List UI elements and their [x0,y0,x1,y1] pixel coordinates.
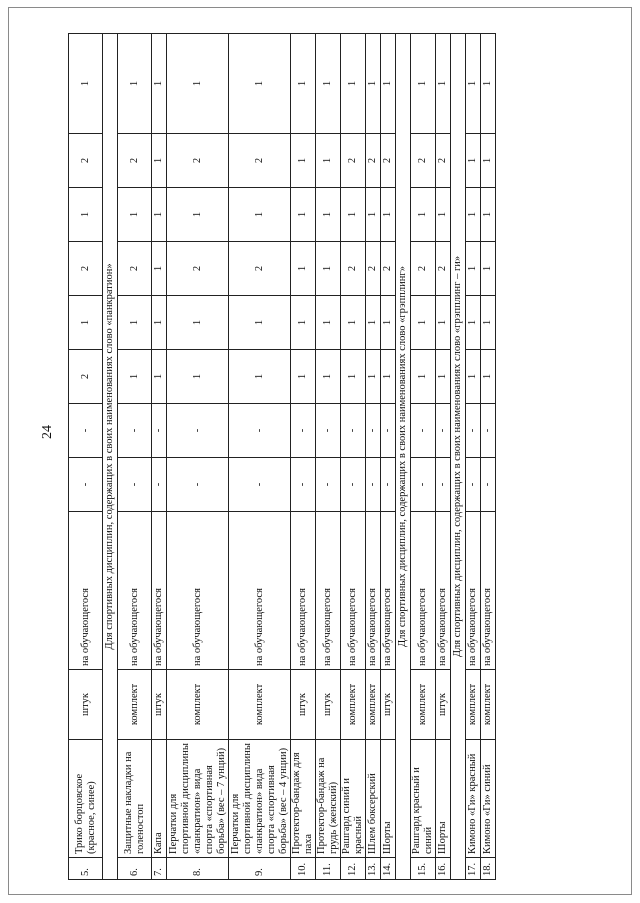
quantity-cell: 1 [481,242,496,296]
table-row [118,34,152,880]
quantity-cell: 2 [436,242,451,296]
quantity-cell: 1 [152,188,167,242]
quantity-cell: 1 [316,134,341,188]
quantity-cell: - [436,404,451,458]
quantity-cell: 1 [466,34,481,134]
quantity-cell: 1 [291,134,316,188]
section-header-row [103,34,118,880]
calculation-unit: на обучающегося [229,512,291,670]
quantity-cell: - [466,404,481,458]
quantity-cell: 1 [381,350,396,404]
row-number: 9. [229,858,291,880]
quantity-cell: 1 [481,188,496,242]
quantity-cell: - [229,458,291,512]
quantity-cell: 2 [366,242,381,296]
quantity-cell: - [366,404,381,458]
quantity-cell: - [436,458,451,512]
unit-of-measure: штук [381,670,396,740]
unit-of-measure: штук [291,670,316,740]
item-name: Защитные накладки на голеностоп [118,740,152,858]
row-number: 11. [316,858,341,880]
item-name: Шлем боксерский [366,740,381,858]
quantity-cell: 2 [229,242,291,296]
quantity-cell: - [411,404,436,458]
quantity-cell: - [316,458,341,512]
table-row [291,34,316,880]
section-title: Для спортивных дисциплин, содержащих в своих наименованиях слово «грэпплинг – ги» [451,34,466,880]
quantity-cell: 1 [167,350,229,404]
quantity-cell: 1 [69,188,103,242]
table-row [316,34,341,880]
item-name: Шорты [436,740,451,858]
quantity-cell: 1 [291,34,316,134]
quantity-cell: 1 [381,188,396,242]
item-name: Рашгард красный и синий [411,740,436,858]
quantity-cell: 1 [229,350,291,404]
quantity-cell: 1 [152,296,167,350]
quantity-cell: 1 [167,296,229,350]
item-name: Протектор-бандаж для паха [291,740,316,858]
quantity-cell: - [481,458,496,512]
quantity-cell: 1 [481,296,496,350]
quantity-cell: - [366,458,381,512]
page-number: 24 [40,425,55,439]
table-row [436,34,451,880]
row-number: 10. [291,858,316,880]
quantity-cell: 1 [436,34,451,134]
quantity-cell: 1 [436,188,451,242]
quantity-cell: 1 [229,34,291,134]
quantity-cell: 1 [366,34,381,134]
quantity-cell: - [118,404,152,458]
item-name: Рашгард синий и красный [341,740,366,858]
row-number: 7. [152,858,167,880]
quantity-cell: 2 [381,134,396,188]
row-number: 12. [341,858,366,880]
unit-of-measure: штук [69,670,103,740]
unit-of-measure: комплект [229,670,291,740]
quantity-cell: 1 [341,188,366,242]
item-name: Перчатки для спортивной дисциплины «панкратион» вида спорта «спортивная борьба» (вес – 7 унций) [167,740,229,858]
table-row [481,34,496,880]
quantity-cell: 1 [316,350,341,404]
unit-of-measure: комплект [481,670,496,740]
quantity-cell: - [341,404,366,458]
quantity-cell: 1 [466,350,481,404]
quantity-cell: 1 [316,188,341,242]
rotated-table-container [68,34,493,880]
quantity-cell: 1 [316,242,341,296]
quantity-cell: - [152,458,167,512]
calculation-unit: на обучающегося [481,512,496,670]
quantity-cell: 2 [229,134,291,188]
quantity-cell: 1 [466,188,481,242]
unit-of-measure: комплект [341,670,366,740]
quantity-cell: 2 [118,134,152,188]
quantity-cell: 1 [291,188,316,242]
quantity-cell: 1 [291,350,316,404]
calculation-unit: на обучающегося [167,512,229,670]
quantity-cell: 1 [381,296,396,350]
quantity-cell: 2 [69,242,103,296]
calculation-unit: на обучающегося [341,512,366,670]
quantity-cell: - [291,458,316,512]
quantity-cell: 2 [411,134,436,188]
quantity-cell: 1 [167,34,229,134]
quantity-cell: 2 [69,134,103,188]
quantity-cell: 1 [466,134,481,188]
quantity-cell: 1 [69,34,103,134]
quantity-cell: 2 [167,242,229,296]
quantity-cell: - [167,458,229,512]
quantity-cell: - [341,458,366,512]
quantity-cell: 1 [152,242,167,296]
section-title: Для спортивных дисциплин, содержащих в своих наименованиях слово «панкратион» [103,34,118,880]
quantity-cell: 1 [366,188,381,242]
section-title: Для спортивных дисциплин, содержащих в своих наименованиях слово «грэпплинг» [396,34,411,880]
quantity-cell: 2 [366,134,381,188]
calculation-unit: на обучающегося [381,512,396,670]
quantity-cell: 2 [341,242,366,296]
quantity-cell: 1 [152,350,167,404]
row-number: 16. [436,858,451,880]
quantity-cell: 1 [152,134,167,188]
quantity-cell: 1 [118,34,152,134]
quantity-cell: 1 [341,296,366,350]
quantity-cell: - [481,404,496,458]
quantity-cell: 1 [291,296,316,350]
row-number: 13. [366,858,381,880]
quantity-cell: - [381,458,396,512]
quantity-cell: 1 [466,242,481,296]
quantity-cell: - [167,404,229,458]
unit-of-measure: комплект [167,670,229,740]
item-name: Капа [152,740,167,858]
table-row [229,34,291,880]
quantity-cell: 2 [411,242,436,296]
quantity-cell: 1 [316,34,341,134]
quantity-cell: 2 [167,134,229,188]
quantity-cell: 1 [152,34,167,134]
quantity-cell: 1 [481,34,496,134]
calculation-unit: на обучающегося [366,512,381,670]
table-body [69,34,496,880]
quantity-cell: - [381,404,396,458]
quantity-cell: 1 [341,34,366,134]
quantity-cell: 1 [341,350,366,404]
quantity-cell: 1 [411,34,436,134]
quantity-cell: 1 [411,296,436,350]
unit-of-measure: комплект [411,670,436,740]
section-header-row [451,34,466,880]
quantity-cell: - [69,404,103,458]
quantity-cell: 1 [229,296,291,350]
quantity-cell: 1 [118,296,152,350]
item-name: Перчатки для спортивной дисциплины «панкратион» вида спорта «спортивная борьба» (вес – 4 унции) [229,740,291,858]
item-name: Кимоно «Ги» синий [481,740,496,858]
item-name: Шорты [381,740,396,858]
table-row [411,34,436,880]
quantity-cell: 2 [436,134,451,188]
quantity-cell: 1 [316,296,341,350]
row-number: 14. [381,858,396,880]
quantity-cell: - [229,404,291,458]
quantity-cell: 1 [366,296,381,350]
row-number: 6. [118,858,152,880]
calculation-unit: на обучающегося [436,512,451,670]
table-row [69,34,103,880]
unit-of-measure: комплект [366,670,381,740]
quantity-cell: 2 [69,350,103,404]
quantity-cell: 1 [411,350,436,404]
table-row [381,34,396,880]
row-number: 15. [411,858,436,880]
quantity-cell: 2 [341,134,366,188]
table-row [341,34,366,880]
calculation-unit: на обучающегося [411,512,436,670]
quantity-cell: - [118,458,152,512]
quantity-cell: 1 [118,350,152,404]
unit-of-measure: комплект [466,670,481,740]
quantity-cell: 1 [381,34,396,134]
quantity-cell: 2 [381,242,396,296]
quantity-cell: 1 [436,296,451,350]
item-name: Кимоно «Ги» красный [466,740,481,858]
row-number: 8. [167,858,229,880]
equipment-table [68,33,496,880]
section-header-row [396,34,411,880]
unit-of-measure: комплект [118,670,152,740]
quantity-cell: 1 [481,134,496,188]
table-row [466,34,481,880]
row-number: 5. [69,858,103,880]
quantity-cell: 1 [69,296,103,350]
quantity-cell: - [152,404,167,458]
unit-of-measure: штук [436,670,451,740]
quantity-cell: 1 [411,188,436,242]
row-number: 18. [481,858,496,880]
item-name: Трико борцовское (красное, синее) [69,740,103,858]
quantity-cell: 1 [481,350,496,404]
unit-of-measure: штук [152,670,167,740]
quantity-cell: - [316,404,341,458]
item-name: Протектор-бандаж на грудь (женский) [316,740,341,858]
table-row [366,34,381,880]
table-row [152,34,167,880]
quantity-cell: 1 [167,188,229,242]
quantity-cell: 1 [436,350,451,404]
quantity-cell: - [466,458,481,512]
calculation-unit: на обучающегося [291,512,316,670]
quantity-cell: - [411,458,436,512]
quantity-cell: 1 [291,242,316,296]
calculation-unit: на обучающегося [118,512,152,670]
calculation-unit: на обучающегося [316,512,341,670]
calculation-unit: на обучающегося [69,512,103,670]
quantity-cell: - [69,458,103,512]
quantity-cell: 1 [366,350,381,404]
quantity-cell: 1 [466,296,481,350]
table-row [167,34,229,880]
calculation-unit: на обучающегося [152,512,167,670]
quantity-cell: 2 [118,242,152,296]
unit-of-measure: штук [316,670,341,740]
quantity-cell: 1 [118,188,152,242]
quantity-cell: 1 [229,188,291,242]
row-number: 17. [466,858,481,880]
calculation-unit: на обучающегося [466,512,481,670]
quantity-cell: - [291,404,316,458]
